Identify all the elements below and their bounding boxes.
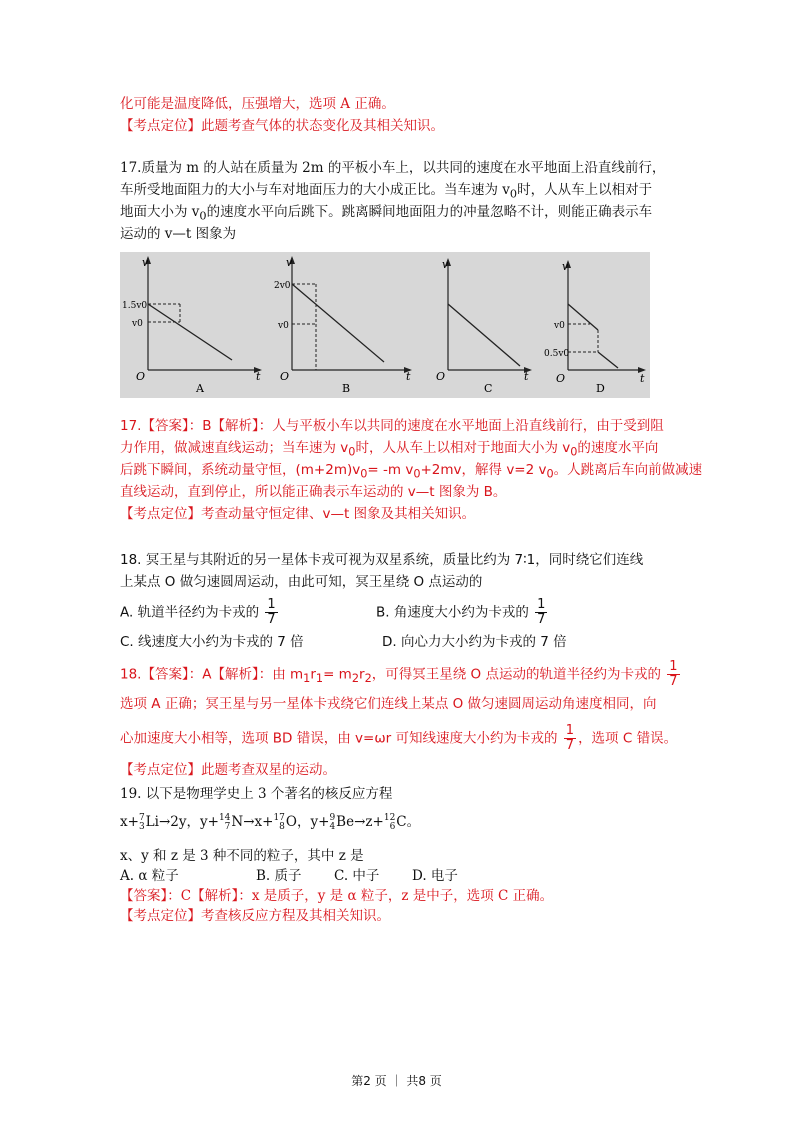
o-nuclide: 17 8 [273, 812, 285, 832]
graph-a-axis-t: t [256, 370, 261, 383]
li-nuclide: 7 3 [138, 812, 145, 832]
graph-b-letter: B [342, 382, 351, 395]
graph-c [436, 258, 532, 395]
graph-a-label-low: v0 [132, 319, 143, 329]
graph-c-axis-v: v [442, 258, 449, 271]
graph-b-label-low: v0 [278, 321, 289, 331]
be-nuclide: 9 4 [329, 812, 336, 832]
q18-answer-line-3: 心加速度大小相等，选项 BD 错误，由 v=ωr 可知线速度大小约为卡戎的 $\frac{1}{7}$ ，选项 C 错误。 [120, 723, 678, 753]
graph-d-axis-t: t [640, 372, 645, 385]
graph-c-axis-t: t [524, 370, 529, 383]
q19-line-3: x、y 和 z 是 3 种不同的粒子，其中 z 是 [120, 848, 364, 864]
graph-d-axis-v: v [562, 260, 569, 273]
q19-option-a: A. α 粒子 [120, 868, 179, 884]
fraction-one-seventh: $\frac{1}{7}$ [267, 597, 276, 627]
q18-answer-line-2: 选项 A 正确；冥王星与另一星体卡戎绕它们连线上某点 O 做匀速圆周运动角速度相同，向 [120, 696, 657, 712]
q17-answer-line-3: 后跳下瞬间，系统动量守恒，$(m+2m)v_0= -m$ $v_0+2mv$，解得 v=2 $v_0$。人跳离后车向前做减速 [120, 462, 703, 481]
q17-answer-line-2: 力作用，做减速直线运动；当车速为 $v_0$时，人从车上以相对于地面大小为 $v_0$的速度水平向 [120, 440, 659, 459]
graph-b-axis-t: t [406, 370, 411, 383]
graph-d-label-top: v0 [554, 321, 565, 331]
q18-option-d: D. 向心力大小约为卡戎的 7 倍 [382, 634, 567, 650]
q19-option-d: D. 电子 [412, 868, 458, 884]
graph-a-axis-v: v [142, 256, 149, 269]
q19-knowledge-point: 【考点定位】考查核反应方程及其相关知识。 [120, 908, 390, 924]
fraction-one-seventh: $\frac{1}{7}$ [565, 723, 575, 753]
q18-knowledge-point: 【考点定位】此题考查双星的运动。 [120, 762, 336, 778]
q17-vt-graphs-figure [120, 252, 650, 398]
fraction-one-seventh: $\frac{1}{7}$ [669, 659, 678, 689]
q19-option-c: C. 中子 [334, 868, 380, 884]
intro-line-2: 【考点定位】此题考查气体的状态变化及其相关知识。 [120, 118, 444, 134]
graph-b-axis-v: v [286, 256, 293, 269]
q18-answer-line-1: 18.【答案】：A【解析】：由 $m_1r_1= m_2r_2$，可得冥王星绕 O 点运动的轨道半径约为卡戎的 $\frac{1}{7}$ [120, 659, 678, 689]
graph-a [122, 256, 262, 395]
graph-a-label-top: 1.5v0 [122, 301, 148, 311]
q18-option-c: C. 线速度大小约为卡戎的 7 倍 [120, 634, 304, 650]
graph-d [544, 260, 646, 395]
q19-answer: 【答案】：C【解析】：x 是质子，y 是 α 粒子，z 是中子，选项 C 正确。 [120, 888, 554, 904]
intro-line-1: 化可能是温度降低，压强增大，选项 A 正确。 [120, 96, 395, 112]
q19-option-b: B. 质子 [256, 868, 302, 884]
page-footer: 第2 页 ｜ 共8 页 [351, 1074, 442, 1088]
q18-line-1: 18. 冥王星与其附近的另一星体卡戎可视为双星系统，质量比约为 7∶1，同时绕它们连线 [120, 552, 644, 568]
q17-line-2: 车所受地面阻力的大小与车对地面压力的大小成正比。当车速为 $v_0$时，人从车上以相对于 [120, 182, 653, 201]
q17-line-1: 17.质量为 m 的人站在质量为 2m 的平板小车上，以共同的速度在水平地面上沿直线前行， [120, 160, 666, 176]
graph-d-origin: O [556, 372, 566, 385]
graph-c-origin: O [436, 370, 446, 383]
q17-line-4: 运动的 v—t 图象为 [120, 226, 237, 242]
q17-knowledge-point: 【考点定位】考查动量守恒定律、v—t 图象及其相关知识。 [120, 506, 476, 522]
q17-answer-line-4: 直线运动，直到停止，所以能正确表示车运动的 v—t 图象为 B。 [120, 484, 507, 500]
q19-line-1: 19. 以下是物理学史上 3 个著名的核反应方程 [120, 786, 393, 802]
n-nuclide: 14 7 [218, 812, 231, 832]
graph-b-label-top: 2v0 [274, 281, 291, 291]
q18-option-a: A. 轨道半径约为卡戎的 $\frac{1}{7}$ [120, 597, 276, 627]
fraction-one-seventh: $\frac{1}{7}$ [537, 597, 546, 627]
graph-a-origin: O [136, 370, 146, 383]
c-nuclide: 12 6 [383, 812, 396, 832]
graph-d-letter: D [596, 382, 605, 395]
graph-a-letter: A [196, 382, 204, 395]
q17-answer-line-1: 17.【答案】：B【解析】：人与平板小车以共同的速度在水平地面上沿直线前行，由于受到阻 [120, 418, 664, 434]
graph-b [274, 256, 412, 395]
graph-d-label-low: 0.5v0 [544, 349, 570, 359]
graph-b-origin: O [280, 370, 290, 383]
q17-line-3: 地面大小为 $v_0$的速度水平向后跳下。跳离瞬间地面阻力的冲量忽略不计，则能正确表示车 [120, 204, 653, 223]
graph-c-letter: C [484, 382, 493, 395]
q18-line-2: 上某点 O 做匀速圆周运动，由此可知，冥王星绕 O 点运动的 [120, 574, 483, 590]
q18-option-b: B. 角速度大小约为卡戎的 $\frac{1}{7}$ [376, 597, 546, 627]
q19-nuclear-equations: x+ 7 3 Li→2y，y+ 14 7 N→x+ 17 8 O，y+ 9 4 Be→z+ 12 6 C。 [120, 812, 421, 832]
